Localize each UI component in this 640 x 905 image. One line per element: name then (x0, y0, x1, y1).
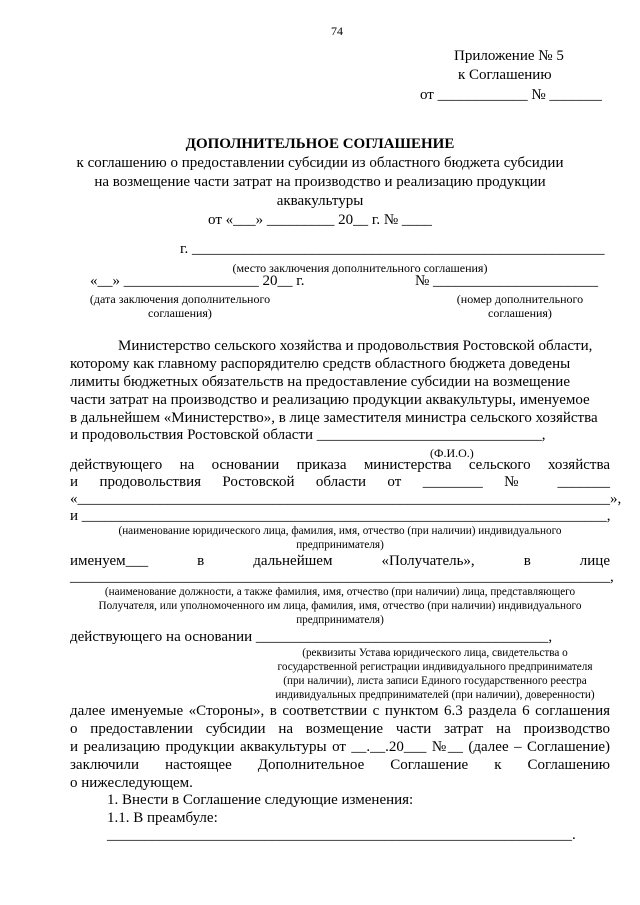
basis-caption-2: государственной регистрации индивидуального предпринимателя (277, 661, 593, 673)
representative-caption-2: Получателя, или уполномоченного им лица, фамилия, имя, отчество (при наличии) индивидуального (98, 600, 582, 612)
body-line: которому как главному распорядителю средств областного бюджета доведены (70, 356, 571, 372)
basis-caption-4: индивидуальных предпринимателей (при наличии), доверенности) (275, 689, 595, 701)
body-line: ________________________________________________________________________, (70, 569, 614, 585)
title-subline-1: к соглашению о предоставлении субсидии из областного бюджета субсидии (76, 155, 564, 171)
agreement-date-line: «__» __________________ 20__ г. (90, 273, 305, 289)
list-item-1-1: 1.1. В преамбуле: (107, 810, 218, 826)
number-caption-1: (номер дополнительного (456, 292, 584, 306)
appendix-line-2: к Соглашению (458, 67, 552, 83)
list-item-1: 1. Внести в Соглашение следующие изменения: (107, 792, 414, 808)
body-line: о нижеследующем. (70, 775, 193, 791)
body-line: и продовольствия Ростовской области ______________________________, (70, 427, 546, 443)
body-line: заключили настоящее Дополнительное Соглашение к Соглашению (70, 757, 610, 773)
body-line: и продовольствия Ростовской области от ________ № _______ (70, 474, 610, 490)
number-caption-2: соглашения) (488, 306, 552, 320)
body-line: Министерство сельского хозяйства и продовольствия Ростовской области, (118, 338, 593, 354)
title-date-line: от «___» _________ 20__ г. № ____ (208, 212, 432, 228)
place-line: г. _______________________________________________________ (180, 241, 605, 257)
appendix-line-1: Приложение № 5 (454, 48, 564, 64)
body-line: лимиты бюджетных обязательств на предоставление субсидии на возмещение (70, 374, 570, 390)
recipient-caption-1: (наименование юридического лица, фамилия, имя, отчество (при наличии) индивидуального (118, 525, 562, 537)
body-line: действующего на основании приказа министерства сельского хозяйства (70, 457, 610, 473)
place-caption: (место заключения дополнительного соглашения) (232, 261, 488, 275)
appendix-line-3: от ____________ № _______ (420, 87, 602, 103)
body-line: именуем___ в дальнейшем «Получатель», в лице (70, 553, 610, 569)
body-line: «_______________________________________________________________________», (70, 491, 622, 507)
fio-caption: (Ф.И.О.) (430, 446, 474, 460)
representative-caption-3: предпринимателя) (296, 614, 384, 626)
body-line: далее именуемые «Стороны», в соответствии с пунктом 6.3 раздела 6 соглашения (70, 703, 610, 719)
body-line: и реализацию продукции аквакультуры от __.__.20___ №__ (далее – Соглашение) (70, 739, 610, 755)
body-line: части затрат на производство и реализацию продукции аквакультуры, именуемое (70, 392, 590, 408)
basis-caption-3: (при наличии), листа записи Единого государственного реестра (283, 675, 587, 687)
body-line: в дальнейшем «Министерство», в лице заместителя министра сельского хозяйства (70, 410, 598, 426)
basis-caption-1: (реквизиты Устава юридического лица, свидетельства о (302, 647, 568, 659)
agreement-number-line: № ______________________ (415, 273, 599, 289)
body-line: о предоставлении субсидии на возмещение части затрат на производство (70, 721, 610, 737)
body-line: действующего на основании _______________________________________, (70, 629, 553, 645)
title-subline-2: на возмещение части затрат на производство и реализацию продукции (94, 174, 546, 190)
page-number: 74 (331, 24, 343, 38)
date-caption-1: (дата заключения дополнительного (89, 292, 271, 306)
document-title: ДОПОЛНИТЕЛЬНОЕ СОГЛАШЕНИЕ (185, 136, 455, 152)
date-caption-2: соглашения) (148, 306, 212, 320)
recipient-caption-2: предпринимателя) (296, 539, 384, 551)
preamble-blank-line: ______________________________________________________________. (107, 827, 576, 843)
body-line: и ______________________________________________________________________, (70, 508, 611, 524)
representative-caption-1: (наименование должности, а также фамилия, имя, отчество (при наличии) лица, представляющего (104, 586, 576, 598)
title-subline-3: аквакультуры (276, 193, 364, 209)
